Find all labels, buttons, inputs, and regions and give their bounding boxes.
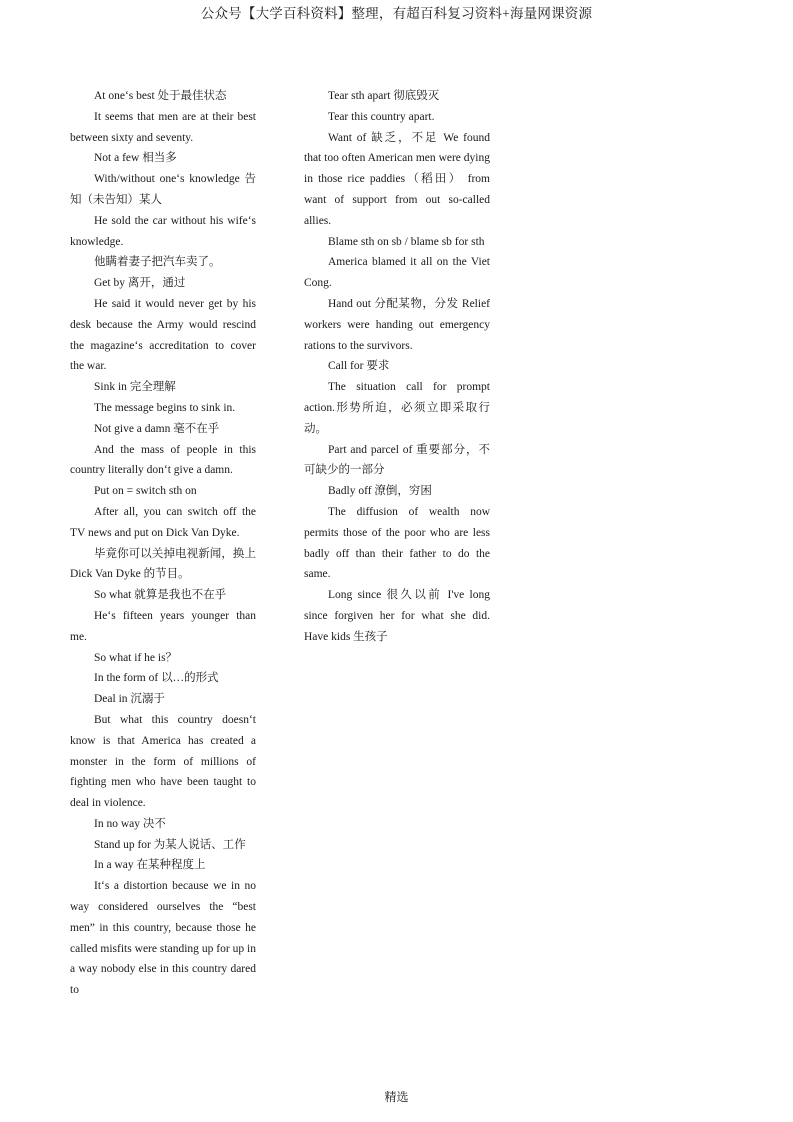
right-column	[304, 86, 490, 648]
text-line: Long since 很久以前 I've long since forgiven her for what she did. Have kids 生孩子	[304, 589, 490, 643]
text-line: Deal in 沉溺于	[94, 693, 165, 706]
text-line: The diffusion of wealth now permits those of the poor who are less badly off than their father to do the same.	[304, 505, 490, 581]
text-line: Badly off 潦倒，穷困	[328, 485, 432, 498]
page-footer: 精选	[384, 1090, 409, 1104]
page-header: 公众号【大学百科资料】整理，有超百科复习资料+海量网课资源	[200, 6, 593, 21]
text-line: Blame sth on sb / blame sb for sth	[328, 235, 485, 248]
left-column	[70, 86, 256, 1001]
text-line: He said it would never get by his desk because the Army would rescind the magazine‘s accreditation to cover the war.	[70, 297, 256, 373]
text-line: Put on = switch sth on	[94, 485, 197, 498]
text-line: The situation call for prompt action.形势所迫，必须立即采取行动。	[304, 381, 490, 435]
text-line: The message begins to sink in.	[94, 401, 236, 414]
text-line: Sink in 完全理解	[94, 381, 176, 394]
text-line: At one‘s best 处于最佳状态	[94, 90, 227, 102]
text-line: Call for 要求	[328, 360, 390, 373]
text-line: Tear this country apart.	[328, 110, 435, 123]
text-line: He‘s fifteen years younger than me.	[70, 609, 256, 643]
text-line: It seems that men are at their best between sixty and seventy.	[70, 110, 256, 144]
text-line: Part and parcel of 重要部分，不可缺少的一部分	[304, 443, 490, 477]
text-line: Hand out 分配某物，分发 Relief workers were handing out emergency rations to the survivors.	[304, 297, 490, 352]
text-line: After all, you can switch off the TV news and put on Dick Van Dyke.	[70, 505, 256, 539]
text-line: With/without one‘s knowledge 告知（未告知）某人	[70, 173, 256, 206]
text-line: In the form of 以…的形式	[94, 672, 219, 685]
text-line: He sold the car without his wife‘s knowledge.	[70, 214, 256, 248]
text-line: 毕竟你可以关掉电视新闻，换上 Dick Van Dyke 的节目。	[70, 547, 256, 581]
text-line: In a way 在某种程度上	[94, 859, 206, 872]
text-line: 他瞒着妻子把汽车卖了。	[94, 256, 221, 269]
text-line: So what if he is？	[94, 651, 178, 664]
text-line: Not give a damn 毫不在乎	[94, 422, 220, 435]
text-line: Stand up for 为某人说话、工作	[94, 838, 246, 851]
text-line: But what this country doesn‘t know is that America has created a monster in the form of millions of fighting men who have been taught to deal in violence.	[70, 713, 256, 810]
text-line: In no way 决不	[94, 817, 166, 830]
text-line: It‘s a distortion because we in no way considered ourselves the “best men” in this country, because those he called misfits were standing up for up in a way nobody else in this country dared to	[70, 880, 256, 997]
text-line: Tear sth apart 彻底毁灭	[328, 90, 440, 102]
text-line: Not a few 相当多	[94, 152, 177, 165]
text-line: Want of 缺乏，不足 We found that too often American men were dying in those rice paddies（稻田） from want of support from out so-called allies.	[304, 131, 490, 227]
text-line: So what 就算是我也不在乎	[94, 589, 227, 602]
text-line: And the mass of people in this country literally don‘t give a damn.	[70, 443, 256, 477]
text-line: Get by 离开，通过	[94, 277, 186, 290]
text-line: America blamed it all on the Viet Cong.	[304, 256, 490, 290]
